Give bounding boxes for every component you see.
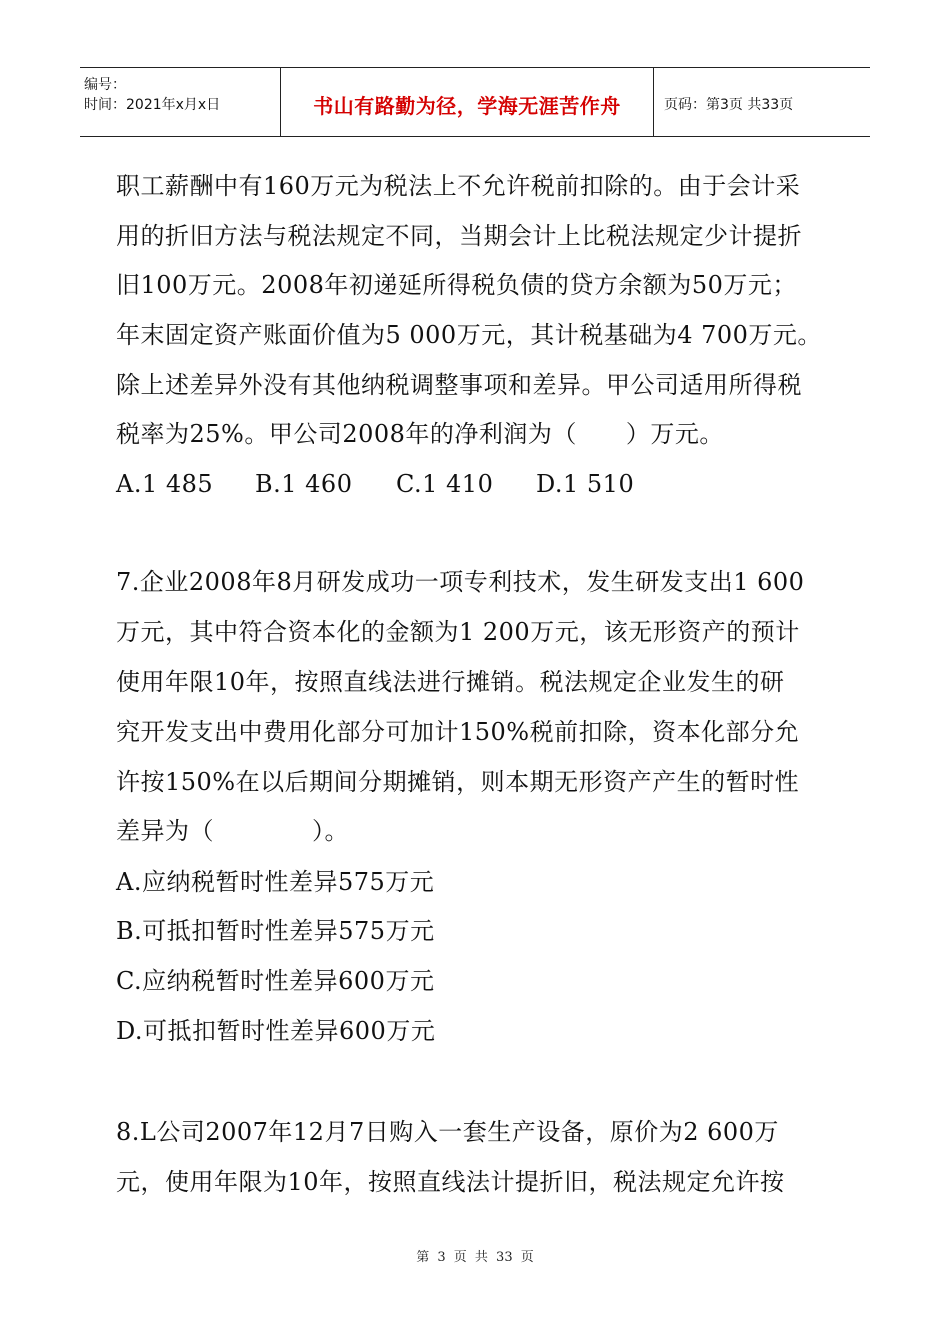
answer-option-c: C.应纳税暂时性差异600万元 — [116, 967, 435, 995]
page-header — [80, 67, 870, 137]
question-line: 元，使用年限为10年，按照直线法计提折旧，税法规定允许按 — [116, 1168, 785, 1196]
question-line: 8.L公司2007年12月7日购入一套生产设备，原价为2 600万 — [116, 1118, 779, 1146]
question-line: 职工薪酬中有160万元为税法上不允许税前扣除的。由于会计采 — [116, 172, 801, 200]
header-page-label: 页码：第3页 共33页 — [664, 97, 794, 113]
question-line: 7.企业2008年8月研发成功一项专利技术，发生研发支出1 600 — [116, 568, 805, 596]
question-line: 税率为25%。甲公司2008年的净利润为（ ）万元。 — [116, 420, 724, 448]
question-line: 除上述差异外没有其他纳税调整事项和差异。甲公司适用所得税 — [116, 371, 802, 399]
answer-option-b: B.可抵扣暂时性差异575万元 — [116, 917, 435, 945]
question-line: 万元，其中符合资本化的金额为1 200万元，该无形资产的预计 — [116, 618, 800, 646]
question-line: 许按150%在以后期间分期摊销，则本期无形资产产生的暂时性 — [116, 768, 800, 796]
question-line: 用的折旧方法与税法规定不同，当期会计上比税法规定少计提折 — [116, 222, 802, 250]
question-line: 使用年限10年，按照直线法进行摊销。税法规定企业发生的研 — [116, 668, 785, 696]
answer-option-a: A.应纳税暂时性差异575万元 — [116, 868, 435, 896]
document-number-label: 编号： — [84, 77, 126, 93]
question-line: 年末固定资产账面价值为5 000万元，其计税基础为4 700万元。 — [116, 321, 822, 349]
answer-option-d: D.1 510 — [536, 470, 635, 498]
header-motto-cell — [281, 68, 654, 136]
answer-option-a: A.1 485 — [116, 470, 214, 498]
question-line: 旧100万元。2008年初递延所得税负债的贷方余额为50万元； — [116, 271, 797, 299]
page-footer: 第 3 页 共 33 页 — [416, 1250, 534, 1265]
question-line: 差异为（ ）。 — [116, 817, 349, 845]
question-line: 究开发支出中费用化部分可加计150%税前扣除，资本化部分允 — [116, 718, 800, 746]
answer-option-b: B.1 460 — [255, 470, 353, 498]
answer-option-d: D.可抵扣暂时性差异600万元 — [116, 1017, 436, 1045]
document-date-label: 时间：2021年x月x日 — [84, 97, 221, 113]
answer-option-c: C.1 410 — [396, 470, 494, 498]
header-info-cell — [80, 68, 281, 136]
header-motto: 书山有路勤为径，学海无涯苦作舟 — [313, 94, 621, 118]
header-page-cell — [654, 68, 870, 136]
